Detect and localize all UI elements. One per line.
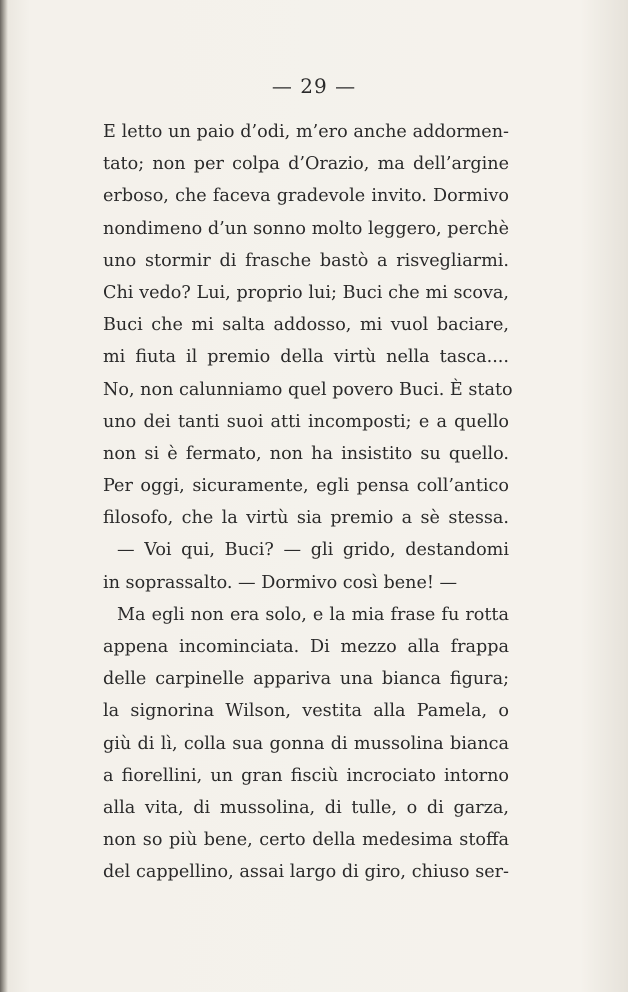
text-line: filosofo, che la virtù sia premio a sè stessa.: [103, 508, 509, 529]
text-line: uno dei tanti suoi atti incomposti; e a quello: [103, 411, 509, 432]
text-line: appena incominciata. Di mezzo alla frappa: [103, 637, 509, 657]
text-line: la signorina Wilson, vestita alla Pamela, o: [103, 701, 509, 722]
text-line: — Voi qui, Buci? — gli grido, destandomi: [117, 540, 509, 561]
text-line: Ma egli non era solo, e la mia frase fu rotta: [117, 604, 509, 625]
text-line: Buci che mi salta addosso, mi vuol baciare,: [103, 315, 509, 336]
text-line: in soprassalto. — Dormivo così bene! —: [103, 572, 458, 593]
text-line: non so più bene, certo della medesima stoffa: [103, 830, 509, 851]
text-line: alla vita, di mussolina, di tulle, o di garza,: [103, 797, 509, 818]
page-binding-edge: [0, 0, 8, 992]
text-line: del cappellino, assai largo di giro, chiuso ser-: [103, 862, 509, 883]
text-line: mi fiuta il premio della virtù nella tasca....: [103, 347, 509, 368]
text-line: nondimeno d’un sonno molto leggero, perchè: [103, 218, 509, 239]
text-line: Chi vedo? Lui, proprio lui; Buci che mi scova,: [103, 282, 509, 303]
text-line: tato; non per colpa d’Orazio, ma dell’argine: [103, 154, 509, 175]
text-line: delle carpinelle appariva una bianca figura;: [103, 669, 509, 690]
body-text: [103, 116, 513, 889]
text-line: erboso, che faceva gradevole invito. Dormivo: [103, 186, 509, 207]
text-line: uno stormir di frasche bastò a risvegliarmi.: [103, 250, 509, 271]
text-line: Per oggi, sicuramente, egli pensa coll’antico: [103, 476, 509, 497]
text-line: non si è fermato, non ha insistito su quello.: [103, 443, 509, 464]
text-line: No, non calunniamo quel povero Buci. È stato: [103, 379, 513, 400]
text-line: a fiorellini, un gran fisciù incrociato intorno: [103, 765, 509, 786]
text-line: giù di lì, colla sua gonna di mussolina bianca: [103, 733, 509, 754]
text-line: E letto un paio d’odi, m’ero anche addormen-: [103, 122, 509, 142]
page-number: — 29 —: [271, 74, 357, 98]
